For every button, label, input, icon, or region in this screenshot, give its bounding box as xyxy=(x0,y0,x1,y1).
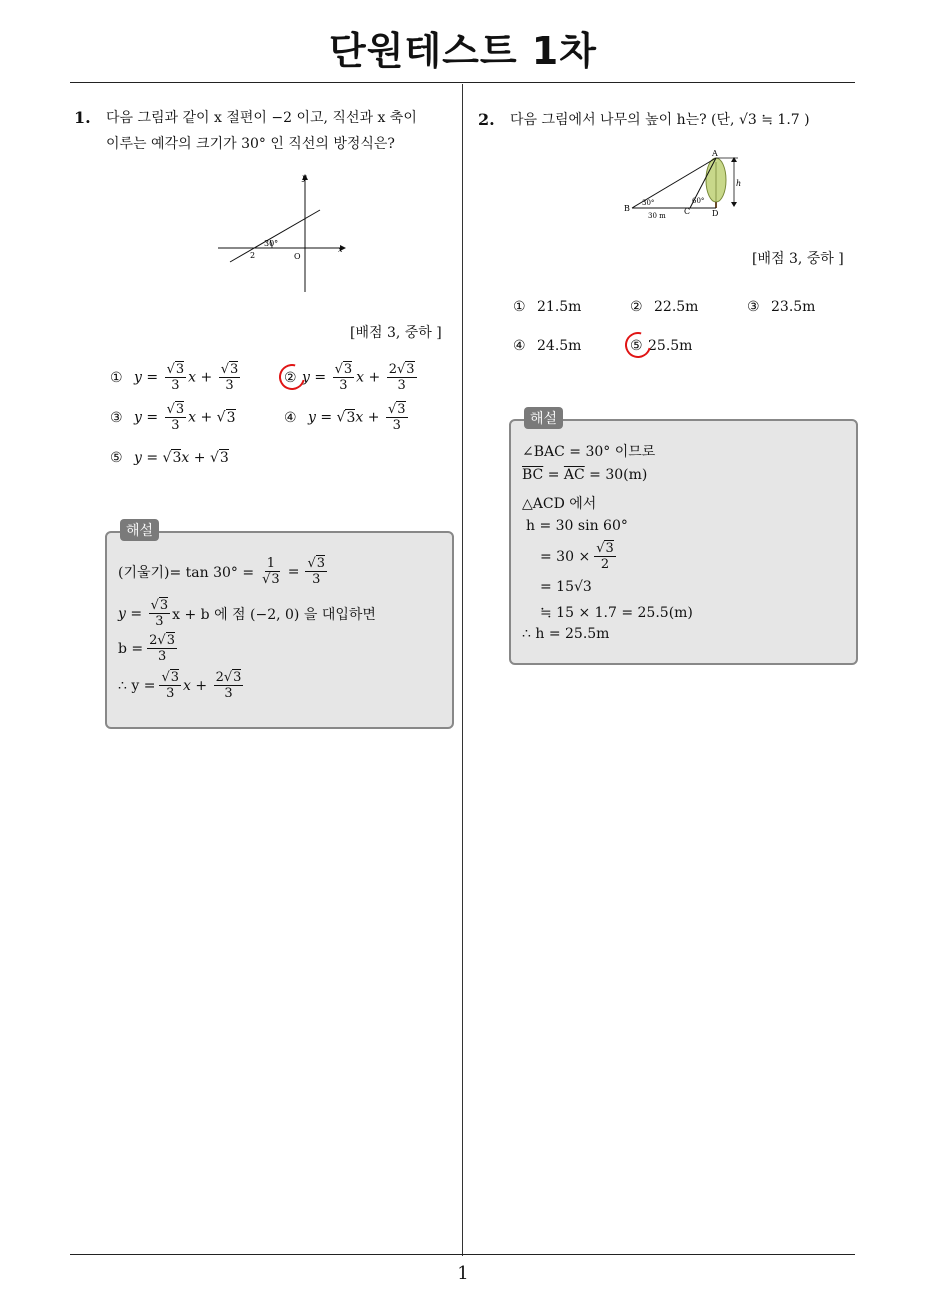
q2-choice-5-mark: ⑤ xyxy=(630,338,648,354)
q2-label-c: C xyxy=(684,207,691,216)
q1-choice-1-mark: ① xyxy=(110,369,123,386)
q2-choice-2[interactable] xyxy=(630,299,698,315)
q1-angle-label: 30° xyxy=(264,239,279,248)
q2-choice-3[interactable] xyxy=(747,299,815,315)
q2-choice-4-mark: ④ xyxy=(513,338,526,354)
q1-choice-4-text: y = √3x + $\frac{√3}{3}$ xyxy=(308,402,406,433)
q1-choice-4-mark: ④ xyxy=(284,409,297,426)
q1-solution-line4: ∴ y = $\frac{√3}{3}$ x + $\frac{2√3}{3}$ xyxy=(118,670,242,701)
q1-number: 1. xyxy=(74,108,91,127)
q2-solution-line1: ∠BAC = 30° 이므로 xyxy=(522,444,656,460)
q1-choice-4[interactable] xyxy=(284,402,410,433)
q1-graph-figure xyxy=(210,168,350,298)
q2-label-d: D xyxy=(712,209,719,218)
q2-choice-2-text: 22.5m xyxy=(654,299,699,315)
q1-solution-line1: (기울기)= tan 30° = $\frac{1}{√3}$ = $\frac{√3}{3}$ xyxy=(118,556,326,587)
q1-solution-line2: y = $\frac{√3}{3}$ x + b 에 점 (−2, 0) 을 대입하면 xyxy=(118,598,376,629)
q1-solution-line3: b = $\frac{2√3}{3}$ xyxy=(118,633,175,664)
q2-text-line1: 다음 그림에서 나무의 높이 h는? (단, √3 ≒ 1.7 ) xyxy=(510,112,810,128)
q2-points: [배점 3, 중하 ] xyxy=(752,251,844,267)
q1-solution-tag: 해설 xyxy=(120,519,159,541)
q1-x-label: x xyxy=(338,245,343,254)
q2-choice-3-text: 23.5m xyxy=(771,299,816,315)
q1-choice-3[interactable] xyxy=(110,402,236,433)
q1-choice-5[interactable] xyxy=(110,450,229,466)
q2-choice-4[interactable] xyxy=(513,338,581,354)
q1-origin-label: O xyxy=(294,252,301,261)
q2-choice-1-mark: ① xyxy=(513,299,526,315)
q2-choice-1[interactable] xyxy=(513,299,581,315)
q1-choice-2[interactable] xyxy=(284,362,419,393)
q2-solution-line2: $\overline{BC}$ = $\overline{AC}$ = 30(m) xyxy=(522,467,648,483)
q2-label-a: A xyxy=(712,149,718,158)
q2-label-h: h xyxy=(736,179,742,188)
q2-solution-line4: h = 30 sin 60° xyxy=(526,518,628,534)
q1-choice-1-text: y = $\frac{√3}{3}$ x + $\frac{√3}{3}$ xyxy=(134,362,239,393)
q1-choice-2-mark: ② xyxy=(284,370,302,386)
bottom-divider xyxy=(70,1254,855,1255)
q2-choice-4-text: 24.5m xyxy=(537,338,582,354)
q2-solution-line8: ∴ h = 25.5m xyxy=(522,626,610,642)
q2-choice-3-mark: ③ xyxy=(747,299,760,315)
answer-circle-mark xyxy=(620,327,656,363)
q1-choice-1[interactable] xyxy=(110,362,242,393)
q1-points: [배점 3, 중하 ] xyxy=(350,325,442,341)
q1-choice-5-mark: ⑤ xyxy=(110,450,123,466)
page-title: 단원테스트 1차 xyxy=(329,29,597,73)
column-divider xyxy=(462,84,463,1256)
q2-choice-5[interactable] xyxy=(630,338,692,354)
q2-angle-60: 60° xyxy=(692,197,705,205)
q2-solution-line5: = 30 × $\frac{√3}{2}$ xyxy=(540,541,614,572)
q1-text-line2: 이루는 예각의 크기가 30° 인 직선의 방정식은? xyxy=(106,136,395,152)
q1-intercept-label: 2 xyxy=(250,251,256,260)
q1-text-line1: 다음 그림과 같이 x 절편이 −2 이고, 직선과 x 축이 xyxy=(106,110,417,126)
q2-choice-5-text: 25.5m xyxy=(648,338,693,354)
top-divider xyxy=(70,82,855,83)
q2-solution-tag: 해설 xyxy=(524,407,563,429)
q2-solution-line6: = 15√3 xyxy=(540,579,592,595)
q2-choice-2-mark: ② xyxy=(630,299,643,315)
q2-dist-label: 30 m xyxy=(648,212,666,220)
q2-solution-line7: ≒ 15 × 1.7 = 25.5(m) xyxy=(540,605,693,621)
q1-choice-3-text: y = $\frac{√3}{3}$ x + √3 xyxy=(134,402,236,433)
q2-solution-line3: △ACD 에서 xyxy=(522,496,597,512)
q1-choice-3-mark: ③ xyxy=(110,409,123,426)
q2-angle-30: 30° xyxy=(642,199,655,207)
q1-choice-2-text: y = $\frac{√3}{3}$ x + $\frac{2√3}{3}$ xyxy=(302,362,415,393)
q2-tree-figure xyxy=(618,146,748,222)
page-number: 1 xyxy=(457,1263,469,1284)
q2-choice-1-text: 21.5m xyxy=(537,299,582,315)
q2-label-b: B xyxy=(624,204,630,213)
q2-number: 2. xyxy=(478,110,495,129)
q1-choice-5-text: y = √3x + √3 xyxy=(134,450,229,466)
q1-y-label: y xyxy=(302,173,307,182)
